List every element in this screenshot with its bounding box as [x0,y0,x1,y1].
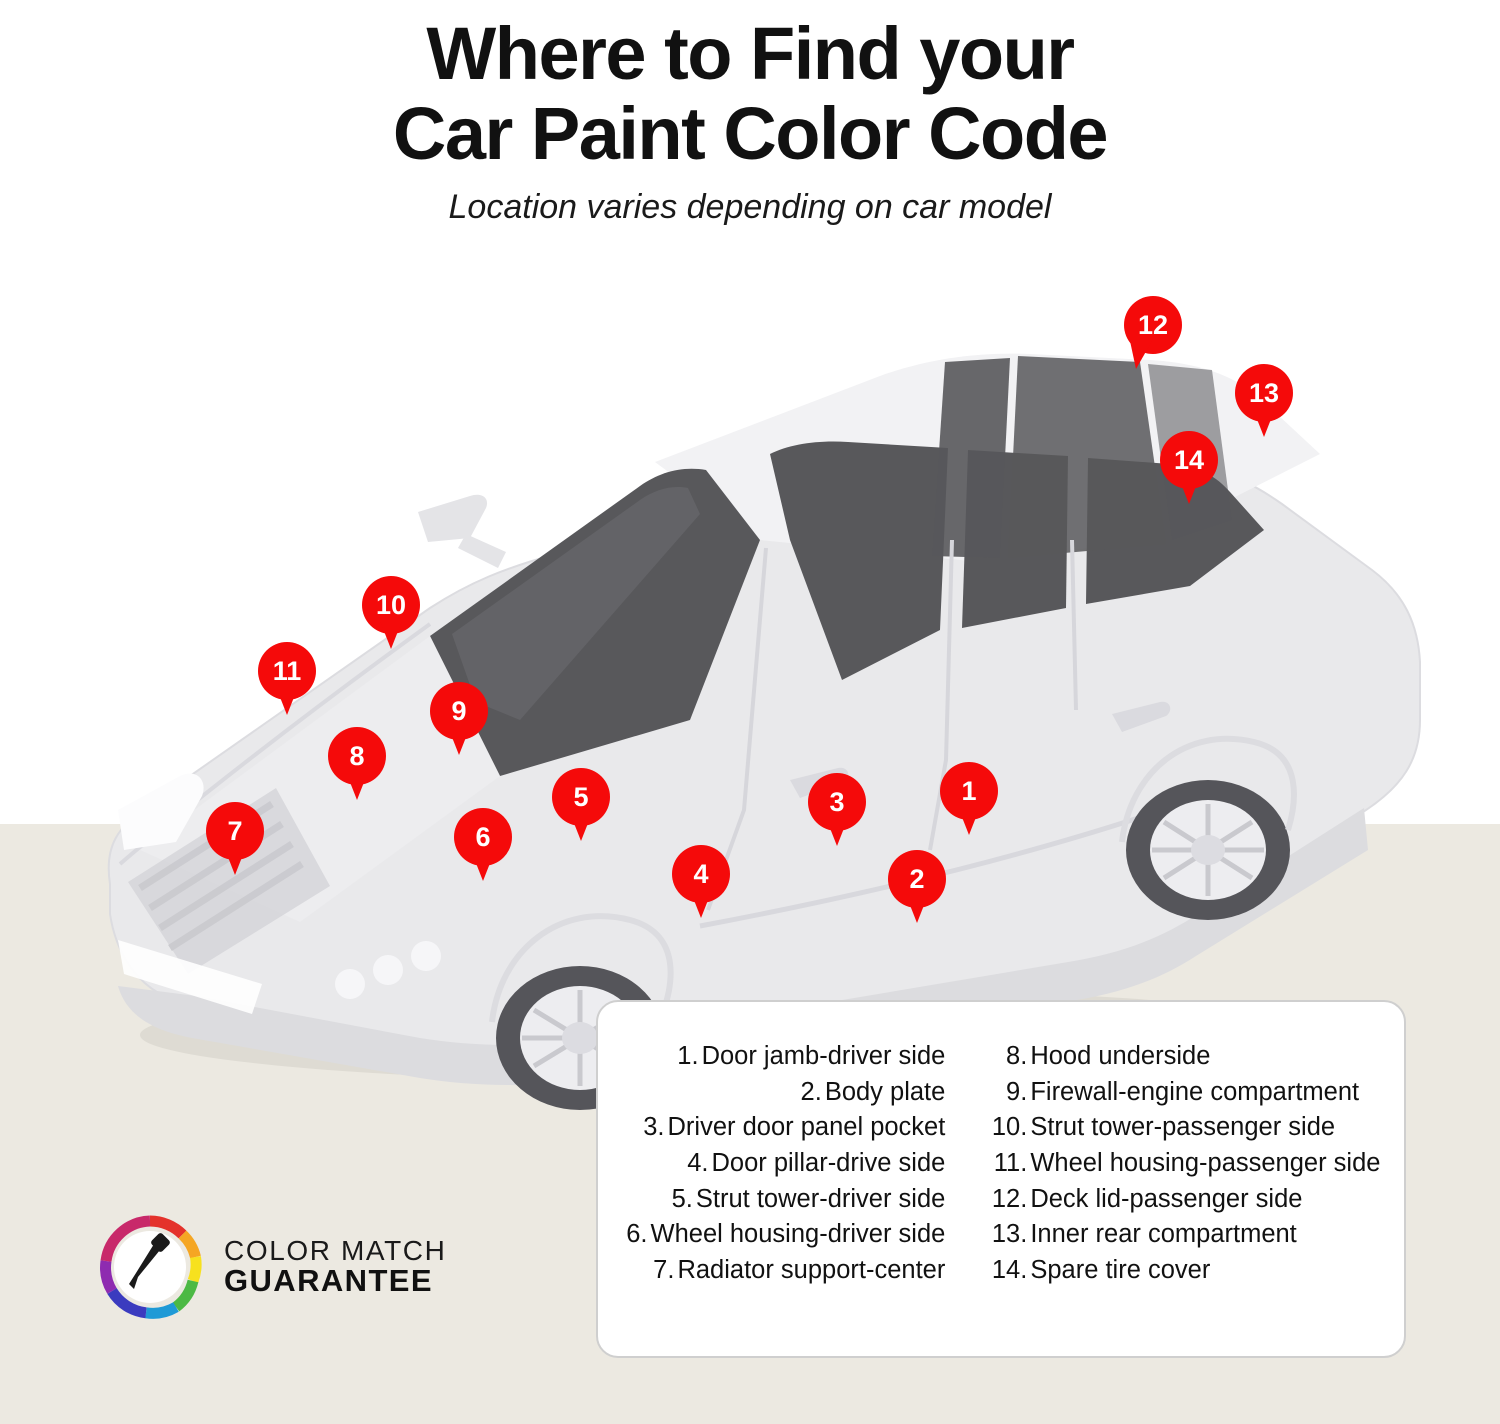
roof-pillar-dark-1 [932,358,1010,558]
legend-item-9 [989,1076,1380,1109]
pin-4-label: 4 [672,845,730,903]
pin-8-tail [346,772,368,800]
pin-7-label: 7 [206,802,264,860]
legend-item-3-text: Driver door panel pocket [667,1113,946,1142]
pin-8[interactable] [328,727,386,803]
title-line-2: Car Paint Color Code [392,91,1108,175]
pin-9[interactable] [430,682,488,758]
legend-item-14 [989,1254,1380,1287]
brand-line-2: GUARANTEE [224,1263,433,1299]
pin-10-tail [380,621,402,649]
pin-2[interactable] [888,850,946,926]
legend-item-12 [989,1183,1380,1216]
legend-item-2 [622,1076,946,1109]
legend-item-9-text: Firewall-engine compartment [1030,1077,1360,1106]
legend-item-10-number: 10. [991,1113,1028,1142]
pin-3-label: 3 [808,773,866,831]
pin-5[interactable] [552,768,610,844]
legend-item-3-number: 3. [643,1113,665,1142]
legend-item-7-text: Radiator support-center [677,1255,946,1284]
pin-14-label: 14 [1160,431,1218,489]
legend-item-13 [989,1218,1380,1251]
pin-7[interactable] [206,802,264,878]
legend-item-4-text: Door pillar-drive side [711,1148,946,1177]
pin-14[interactable] [1160,431,1218,507]
pin-5-label: 5 [552,768,610,826]
pin-3[interactable] [808,773,866,849]
legend-panel [596,1000,1406,1358]
legend-item-1 [622,1040,946,1073]
brand-text [224,1236,446,1299]
legend-item-5-number: 5. [671,1184,693,1213]
legend-item-1-text: Door jamb-driver side [701,1042,946,1070]
legend-item-12-number: 12. [991,1184,1028,1213]
pin-13-label: 13 [1235,364,1293,422]
legend-item-8 [989,1040,1380,1073]
legend-grid [598,1040,1404,1286]
page-title [0,0,1500,174]
pin-6-tail [472,853,494,881]
legend-item-13-number: 13. [991,1220,1028,1249]
pin-2-label: 2 [888,850,946,908]
pin-13-tail [1253,409,1275,437]
pin-12[interactable] [1124,296,1182,372]
brand-badge [96,1212,516,1322]
pin-3-tail [826,818,848,846]
pin-10-label: 10 [362,576,420,634]
pin-4[interactable] [672,845,730,921]
legend-item-7-number: 7. [653,1255,675,1284]
pin-8-label: 8 [328,727,386,785]
legend-item-6-number: 6. [626,1220,648,1249]
legend-item-2-number: 2. [800,1077,822,1106]
legend-item-13-text: Inner rear compartment [1030,1220,1297,1249]
color-wheel-dropper-icon [96,1213,204,1321]
legend-item-11 [989,1147,1380,1180]
page-subtitle: Location varies depending on car model [448,187,1052,226]
brand-line-1: COLOR MATCH [224,1234,447,1266]
legend-item-10-text: Strut tower-passenger side [1030,1113,1336,1142]
legend-item-1-number: 1. [677,1042,699,1070]
side-mirror [418,495,487,542]
pin-13[interactable] [1235,364,1293,440]
legend-item-2-text: Body plate [824,1077,946,1106]
rear-window-glass [1008,356,1166,558]
pin-9-tail [448,727,470,755]
legend-item-7 [622,1254,946,1287]
pin-9-label: 9 [430,682,488,740]
pin-6[interactable] [454,808,512,884]
rear-wheel [1126,780,1290,920]
legend-item-11-text: Wheel housing-passenger side [1030,1148,1381,1177]
legend-item-4 [622,1147,946,1180]
legend-item-14-text: Spare tire cover [1030,1255,1211,1284]
legend-item-3 [622,1111,946,1144]
pin-1[interactable] [940,762,998,838]
pin-1-tail [958,807,980,835]
pin-14-tail [1178,476,1200,504]
header [0,0,1500,227]
pin-12-tail [1130,341,1152,369]
legend-item-5 [622,1183,946,1216]
legend-column-right [989,1040,1380,1286]
legend-item-6-text: Wheel housing-driver side [650,1220,946,1249]
title-line-1: Where to Find your [426,12,1074,95]
legend-item-6 [622,1218,946,1251]
pin-11-label: 11 [258,642,316,700]
legend-column-left [622,1040,946,1286]
legend-item-8-text: Hood underside [1030,1042,1211,1070]
legend-item-8-number: 8. [1006,1042,1028,1070]
pin-1-label: 1 [940,762,998,820]
pin-2-tail [906,895,928,923]
pin-5-tail [570,813,592,841]
legend-item-10 [989,1111,1380,1144]
pin-7-tail [224,847,246,875]
mirror-arm [458,534,506,568]
legend-item-11-number: 11. [993,1148,1028,1177]
legend-item-12-text: Deck lid-passenger side [1030,1184,1303,1213]
pin-4-tail [690,890,712,918]
legend-item-14-number: 14. [991,1255,1028,1284]
pin-12-label: 12 [1124,296,1182,354]
pin-11[interactable] [258,642,316,718]
pin-11-tail [276,687,298,715]
pin-6-label: 6 [454,808,512,866]
legend-item-4-number: 4. [687,1148,709,1177]
legend-item-9-number: 9. [1006,1077,1028,1106]
legend-item-5-text: Strut tower-driver side [695,1184,946,1213]
pin-10[interactable] [362,576,420,652]
